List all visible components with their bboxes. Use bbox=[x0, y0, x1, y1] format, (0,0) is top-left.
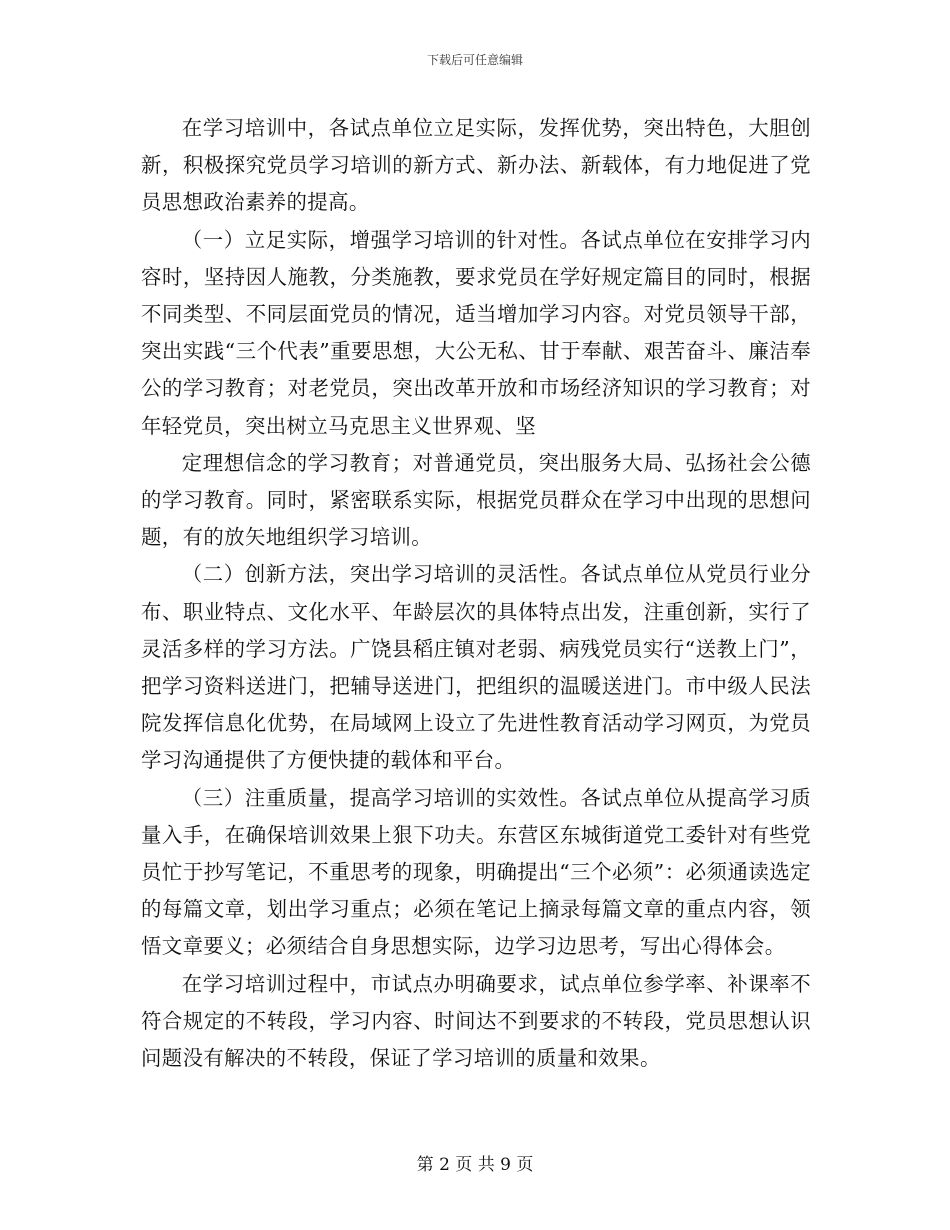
page-footer bbox=[0, 1154, 950, 1176]
paragraph-5: （三）注重质量，提高学习培训的实效性。各试点单位从提高学习质量入手，在确保培训效果上狠下功夫。东营区东城街道党工委针对有些党员忙于抄写笔记，不重思考的现象，明确提出“三个必须”：必须通读选定的每篇文章，划出学习重点；必须在笔记上摘录每篇文章的重点内容，领悟文章要义；必须结合自身思想实际，边学习边思考，写出心得体会。 bbox=[141, 785, 811, 959]
paragraph-4: （二）创新方法，突出学习培训的灵活性。各试点单位从党员行业分布、职业特点、文化水平、年龄层次的具体特点出发，注重创新，实行了灵活多样的学习方法。广饶县稻庄镇对老弱、病残党员实行“送教上门”，把学习资料送进门，把辅导送进门，把组织的温暖送进门。市中级人民法院发挥信息化优势，在局域网上设立了先进性教育活动学习网页，为党员学习沟通提供了方便快捷的载体和平台。 bbox=[141, 562, 811, 773]
paragraph-3: 定理想信念的学习教育；对普通党员，突出服务大局、弘扬社会公德的学习教育。同时，紧密联系实际，根据党员群众在学习中出现的思想问题，有的放矢地组织学习培训。 bbox=[141, 450, 811, 550]
paragraph-2: （一）立足实际，增强学习培训的针对性。各试点单位在安排学习内容时，坚持因人施教，分类施教，要求党员在学好规定篇目的同时，根据不同类型、不同层面党员的情况，适当增加学习内容。对党员领导干部，突出实践“三个代表”重要思想，大公无私、甘于奉献、艰苦奋斗、廉洁奉公的学习教育；对老党员，突出改革开放和市场经济知识的学习教育；对年轻党员，突出树立马克思主义世界观、坚 bbox=[141, 227, 811, 438]
paragraph-1: 在学习培训中，各试点单位立足实际，发挥优势，突出特色，大胆创新，积极探究党员学习培训的新方式、新办法、新载体，有力地促进了党员思想政治素养的提高。 bbox=[141, 116, 811, 215]
page-header: 下载后可任意编辑 bbox=[426, 53, 523, 67]
document-body bbox=[141, 110, 811, 1077]
paragraph-6: 在学习培训过程中，市试点办明确要求，试点单位参学率、补课率不符合规定的不转段，学习内容、时间达不到要求的不转段，党员思想认识问题没有解决的不转段，保证了学习培训的质量和效果。 bbox=[141, 971, 811, 1071]
page-number: 第 2 页 共 9 页 bbox=[416, 1155, 534, 1175]
